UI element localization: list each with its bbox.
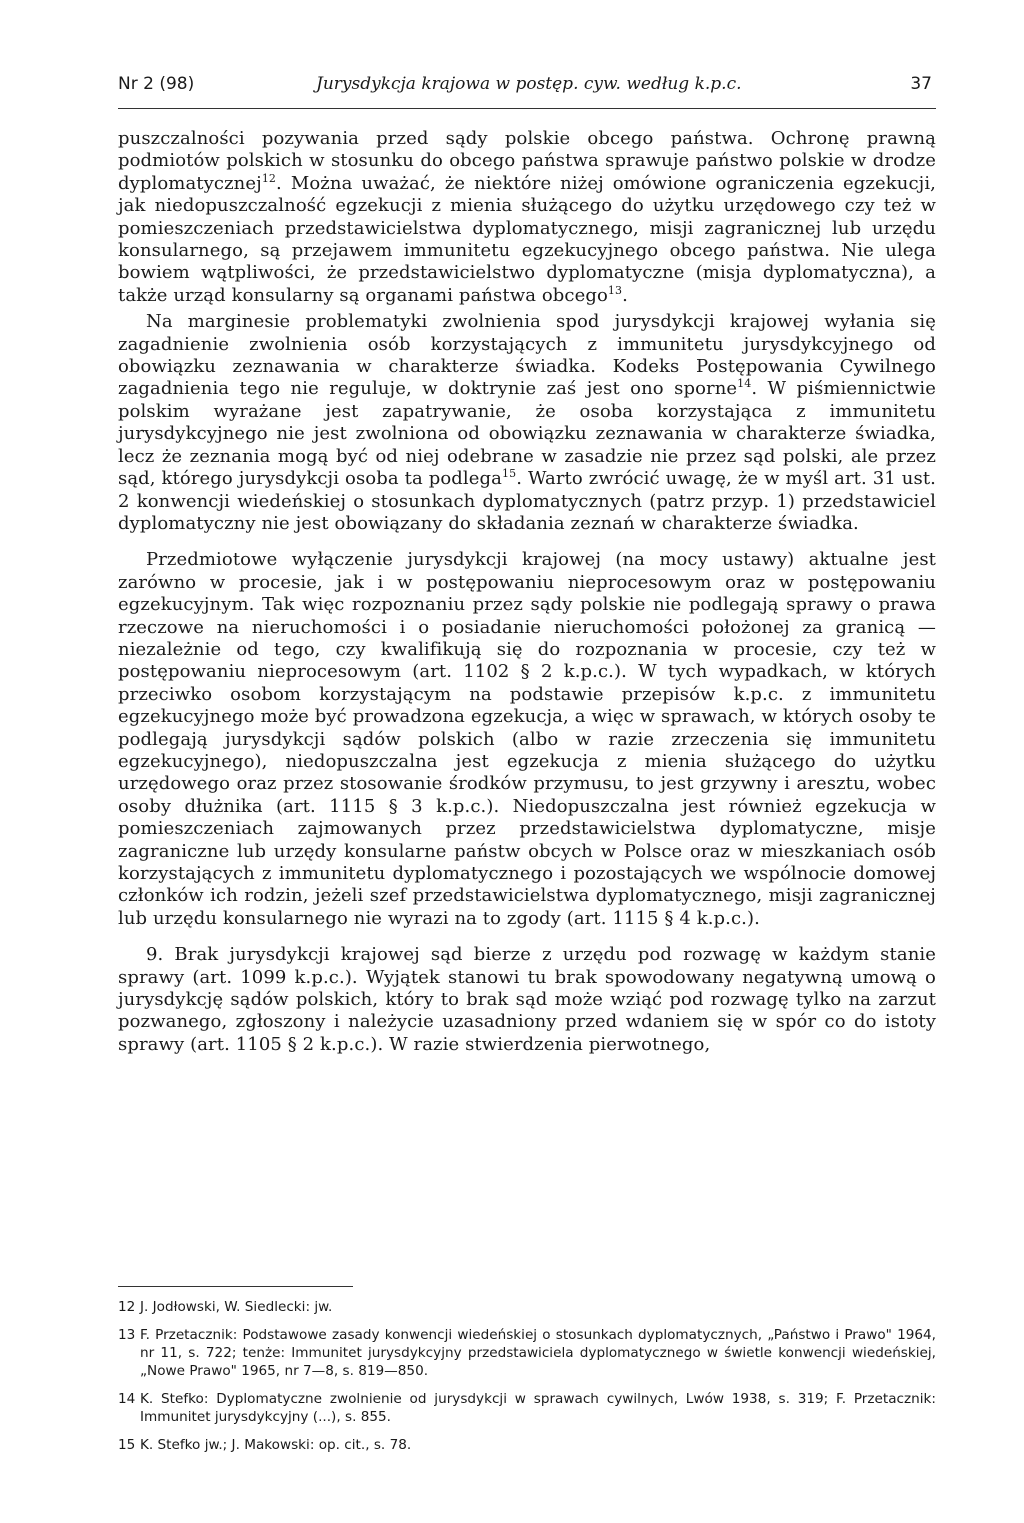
footnote-ref: 12 bbox=[261, 171, 277, 185]
body-text bbox=[118, 128, 936, 1056]
footnote-number: 14 bbox=[118, 1391, 136, 1407]
paragraph-1 bbox=[118, 128, 936, 307]
page-number: 37 bbox=[910, 74, 932, 94]
footnote-text: J. Jodłowski, W. Siedlecki: jw. bbox=[140, 1299, 333, 1315]
footnote-text: F. Przetacznik: Podstawowe zasady konwencji wiedeńskiej o stosunkach dyplomatycznych, „Państwo i Prawo" 1964, nr 11, s. 722; tenże: Immunitet jurysdykcyjny przedstawiciela dyplomatycznego w świetle konwencji wiedeńskiej, „Nowe Prawo" 1965, nr 7—8, s. 819—850. bbox=[140, 1327, 936, 1379]
footnote-ref: 14 bbox=[737, 377, 752, 391]
paragraph-2 bbox=[118, 311, 936, 535]
header-rule bbox=[118, 108, 936, 109]
paragraph-3 bbox=[118, 549, 936, 930]
footnote-ref: 13 bbox=[607, 283, 623, 297]
footnote-ref: 15 bbox=[502, 467, 517, 481]
footnote-text: K. Stefko: Dyplomatyczne zwolnienie od jurysdykcji w sprawach cywilnych, Lwów 1938, s. 319; F. Przetacznik: Immunitet jurysdykcyjny (...), s. 855. bbox=[140, 1391, 936, 1425]
text-run: . Warto zwrócić uwagę, że w myśl art. 31 ust. 2 konwencji wiedeńskiej o stosunkach dyplomatycznych (patrz przyp. 1) przedstawiciel dyplomatyczny nie jest obowiązany do składania zeznań w charakterze świadka. bbox=[118, 468, 936, 534]
footnote-number: 15 bbox=[118, 1437, 136, 1453]
text-run: . bbox=[622, 284, 628, 306]
footnote-number: 12 bbox=[118, 1299, 136, 1315]
footnote-rule bbox=[118, 1286, 353, 1287]
footnote-12 bbox=[118, 1298, 936, 1316]
text-run: . Można uważać, że niektóre niżej omówione ograniczenia egzekucji, jak niedopuszczalność egzekucji z mienia służącego do użytku urzędowego czy też w pomieszczeniach przedstawicielstwa dyplomatycznego, misji zagranicznej lub urzędu konsularnego, są przejawem immunitetu egzekucyjnego obcego państwa. Nie ulega bowiem wątpliwości, że przedstawicielstwo dyplomatyczne (misja dyplomatyczna), a także urząd konsularny są organami państwa obcego bbox=[118, 172, 936, 306]
text-run: puszczalności pozywania przed sądy polskie obcego państwa. Ochronę prawną podmiotów polskich w stosunku do obcego państwa sprawuje państwo polskie w drodze dyplomatycznej bbox=[118, 128, 936, 194]
paragraph-4 bbox=[118, 944, 936, 1056]
text-run: 9. Brak jurysdykcji krajowej sąd bierze z urzędu pod rozwagę w każdym stanie sprawy (art. 1099 k.p.c.). Wyjątek stanowi tu brak spowodowany negatywną umową o jurysdykcję sądów polskich, który to brak sąd może wziąć pod rozwagę tylko na zarzut pozwanego, zgłoszony i należycie uzasadniony przed wdaniem się w spór co do istoty sprawy (art. 1105 § 2 k.p.c.). W razie stwierdzenia pierwotnego, bbox=[118, 944, 936, 1055]
running-title: Jurysdykcja krajowa w postęp. cyw. według k.p.c. bbox=[316, 74, 742, 94]
issue-number: Nr 2 (98) bbox=[118, 74, 195, 94]
text-run: . W piśmiennictwie polskim wyrażane jest zapatrywanie, że osoba korzystająca z immunitetu jurysdykcyjnego nie jest zwolniona od obowiązku zeznawania w charakterze świadka, lecz że zeznania mogą być od niej odebrane w zasadzie nie przez sąd polski, ale przez sąd, którego jurysdykcji osoba ta podlega bbox=[118, 378, 936, 490]
text-run: Przedmiotowe wyłączenie jurysdykcji krajowej (na mocy ustawy) aktualne jest zarówno w procesie, jak i w postępowaniu nieprocesowym oraz w postępowaniu egzekucyjnym. Tak więc rozpoznaniu przez sądy polskie nie podlegają sprawy o prawa rzeczowe na nieruchomości i o posiadanie nieruchomości położonej za granicą — niezależnie od tego, czy kwalifikują się do rozpoznania w procesie, czy też w postępowaniu nieprocesowym (art. 1102 § 2 k.p.c.). W tych wypadkach, w których przeciwko osobom korzystającym na podstawie przepisów k.p.c. z immunitetu egzekucyjnego może być prowadzona egzekucja, a więc w sprawach, w których osoby te podlegają jurysdykcji sądów polskich (albo w razie zrzeczenia się immunitetu egzekucyjnego), niedopuszczalna jest egzekucja z mienia służącego do użytku urzędowego oraz przez stosowanie środków przymusu, to jest grzywny i aresztu, wobec osoby dłużnika (art. 1115 § 3 k.p.c.). Niedopuszczalna jest również egzekucja w pomieszczeniach zajmowanych przez przedstawicielstwa dyplomatyczne, misje zagraniczne lub urzędy konsularne państw obcych w Polsce oraz w mieszkaniach osób korzystających z immunitetu dyplomatycznego i pozostających we wspólnocie domowej członków ich rodzin, jeżeli szef przedstawicielstwa dyplomatycznego, misji zagranicznej lub urzędu konsularnego nie wyrazi na to zgody (art. 1115 § 4 k.p.c.). bbox=[118, 549, 936, 929]
footnote-number: 13 bbox=[118, 1327, 136, 1343]
footnote-13 bbox=[118, 1326, 936, 1380]
running-header bbox=[118, 74, 932, 100]
footnote-14 bbox=[118, 1390, 936, 1426]
text-run: Na marginesie problematyki zwolnienia spod jurysdykcji krajowej wyłania się zagadnienie zwolnienia osób korzystających z immunitetu jurysdykcyjnego od obowiązku zeznawania w charakterze świadka. Kodeks Postępowania Cywilnego zagadnienia tego nie reguluje, w doktrynie zaś jest ono sporne bbox=[118, 311, 936, 400]
footnote-text: K. Stefko jw.; J. Makowski: op. cit., s. 78. bbox=[140, 1437, 412, 1453]
footnote-15 bbox=[118, 1436, 936, 1454]
footnotes bbox=[118, 1298, 936, 1464]
